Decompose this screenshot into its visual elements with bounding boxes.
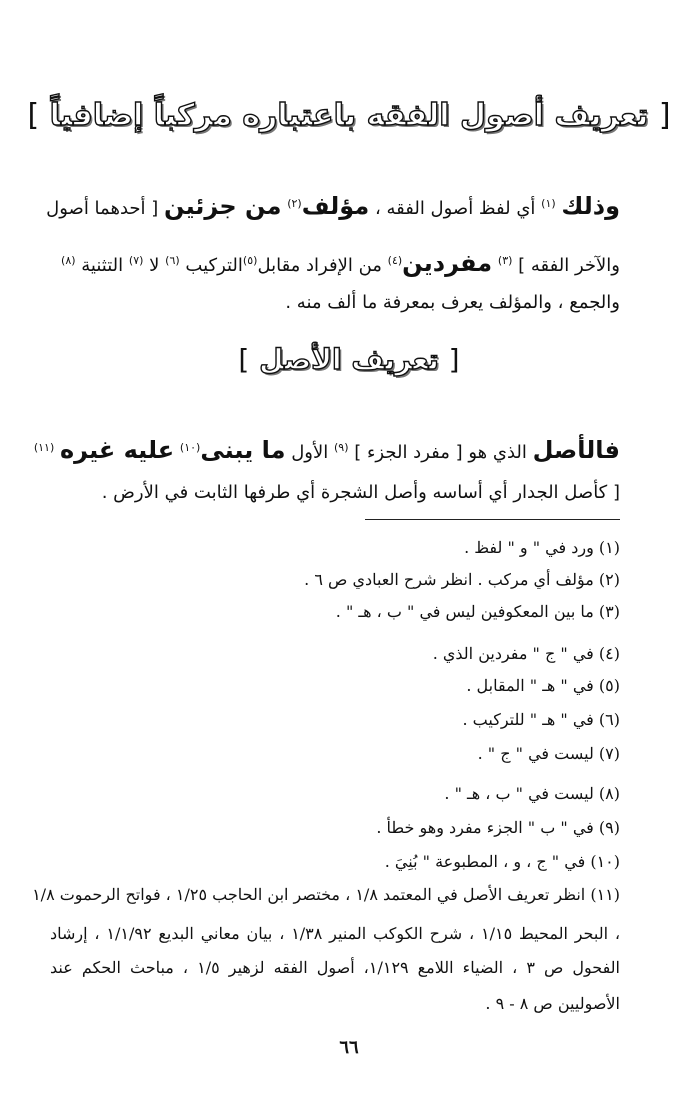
footnote-ref: (٦) (165, 254, 180, 267)
footnote: الفحول ص ٣ ، الضياء اللامع ١/١٢٩، أصول الفقه لزهير ١/٥ ، مباحث الحكم عند (50, 958, 621, 977)
matn-word: مؤلف (301, 192, 370, 220)
footnote-ref: (٥) (242, 254, 258, 267)
heading-bracket-close: ] (238, 343, 250, 376)
footnote: (٨) ليست في " ب ، هـ " . (444, 784, 620, 803)
footnote-ref: (١) (541, 197, 556, 210)
commentary-text: التثنية (81, 255, 124, 276)
commentary-text: الذي هو [ مفرد الجزء ] (354, 442, 527, 463)
commentary-text: من الإفراد مقابل (257, 255, 382, 276)
heading-title: تعريف الأصل (259, 343, 439, 376)
commentary-text: لا (149, 255, 160, 276)
heading-bracket-close: ] (27, 98, 40, 133)
footnote-ref: (٨) (61, 254, 76, 267)
footnote-ref: (٣) (497, 254, 513, 267)
footnote: ، البحر المحيط ١/١٥ ، شرح الكوكب المنير ١/٣٨ ، بيان معاني البديع ١/١/٩٢ ، إرشاد (50, 924, 621, 943)
footnote: (٧) ليست في " ج " . (477, 744, 620, 763)
matn-word: وذلك (561, 192, 620, 220)
footnote: الأصوليين ص ٨ - ٩ . (485, 994, 620, 1013)
heading-bracket-open: [ (658, 98, 671, 133)
paragraph-line: [ كأصل الجدار أي أساسه وأصل الشجرة أي طرفها الثابت في الأرض . (101, 482, 620, 503)
footnote: (٩) في " ب " الجزء مفرد وهو خطأ . (376, 818, 620, 837)
section-heading (0, 98, 698, 133)
footnote: (٣) ما بين المعكوفين ليس في " ب ، هـ " . (335, 602, 620, 621)
footnote: (٥) في " هـ " المقابل . (466, 676, 620, 695)
matn-word: فالأصل (532, 436, 620, 464)
footnote: (١) ورد في " و " لفظ . (464, 538, 620, 557)
footnote-ref: (٢) (287, 197, 302, 210)
commentary-text: الأول (291, 442, 329, 463)
footnote-ref: (١١) (33, 441, 55, 454)
subsection-heading (0, 343, 698, 376)
matn-word: عليه غيره (59, 436, 175, 464)
footnote-ref: (٩) (333, 441, 349, 454)
footnote: (٢) مؤلف أي مركب . انظر شرح العبادي ص ٦ . (304, 570, 620, 589)
commentary-text: [ أحدهما أصول (46, 198, 159, 219)
heading-title: تعريف أصول الفقه باعتباره مركباً إضافياً (49, 98, 649, 133)
matn-word: ما يبنى (200, 436, 286, 464)
footnote: (١١) انظر تعريف الأصل في المعتمد ١/٨ ، مختصر ابن الحاجب ١/٢٥ ، فواتح الرحموت ١/٨ (32, 885, 620, 904)
footnote-ref: (١٠) (179, 441, 201, 454)
commentary-text: والآخر الفقه ] (518, 255, 620, 276)
paragraph-line (46, 192, 620, 220)
heading-bracket-open: [ (448, 343, 460, 376)
paragraph-line: والجمع ، والمؤلف يعرف بمعرفة ما ألف منه . (285, 292, 620, 313)
footnote: (٤) في " ج " مفردين الذي . (432, 644, 620, 663)
paragraph-line (33, 436, 620, 464)
commentary-text: أي لفظ أصول الفقه ، (374, 198, 536, 219)
paragraph-line (50, 249, 620, 277)
commentary-text: التركيب (185, 255, 243, 276)
matn-word: مفردين (402, 249, 493, 277)
footnote-separator (365, 519, 620, 520)
footnote: (٦) في " هـ " للتركيب . (462, 710, 620, 729)
footnote-ref: (٧) (128, 254, 144, 267)
matn-word: من جزئين (164, 192, 282, 220)
footnote: (١٠) في " ج ، و ، المطبوعة " بُنِيَ . (384, 852, 620, 871)
page-number: ٦٦ (339, 1037, 359, 1058)
footnote-ref: (٤) (387, 254, 403, 267)
